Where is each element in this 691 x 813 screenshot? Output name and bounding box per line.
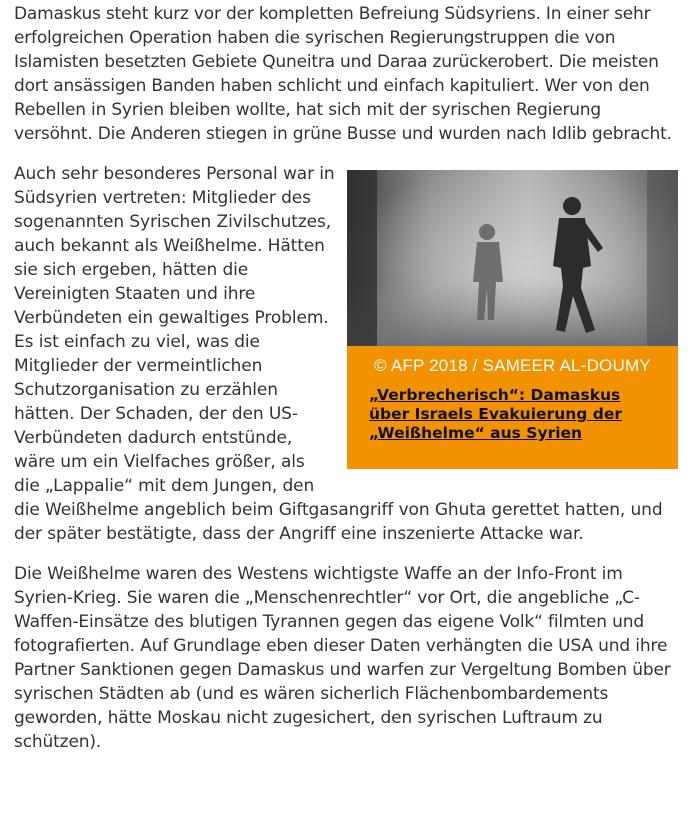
photo-credit: © AFP 2018 / SAMEER AL-DOUMY	[374, 356, 651, 375]
caption-box	[347, 346, 678, 469]
news-photo[interactable]	[347, 170, 678, 346]
related-article-teaser[interactable]	[347, 170, 678, 469]
article-body	[14, 2, 678, 770]
article-paragraph-1: Damaskus steht kurz vor der kompletten Befreiung Südsyriens. In einer sehr erfolgreichen Operation haben die syrischen Regierungstruppen die von Islamisten besetzten Gebiete Quneitra und Daraa zurückerobert. Die meisten dort ansässigen Banden haben schlicht und einfach kapituliert. Wer von den Rebellen in Syrien bleiben wollte, hat sich mit der syrischen Regierung versöhnt. Die Anderen stiegen in grüne Busse und wurden nach Idlib gebracht.	[14, 4, 672, 144]
related-article-link[interactable]: „Verbrecherisch“: Damaskus über Israels Evakuierung der „Weißhelme“ aus Syrien	[369, 386, 623, 442]
article-paragraph-3: Die Weißhelme waren des Westens wichtigste Waffe an der Info-Front im Syrien-Krieg. Sie waren die „Menschenrechtler“ vor Ort, die angebliche „C-Waffen-Einsätze des blutigen Tyrannen gegen das eigene Volk“ filmten und fotografierten. Auf Grundlage eben dieser Daten verhängten die USA und ihre Partner Sanktionen gegen Damaskus und warfen zur Vergeltung Bomben über syrischen Städten ab (und es wären sicherlich Flächenbombardements geworden, hätte Moskau nicht zugesichert, den syrischen Luftraum zu schützen).	[14, 564, 671, 752]
article-paragraph-2: Auch sehr besonderes Personal war in Südsyrien vertreten: Mitglieder des sogenannten Syrischen Zivilschutzes, auch bekannt als Weißhelme. Hätten sie sich ergeben, hätten die Vereinigten Staaten und ihre Verbündeten ein gewaltiges Problem. Es ist einfach zu viel, was die Mitglieder der vermeintlichen Schutzorganisation zu erzählen hätten. Der Schaden, der den US-Verbündeten dadurch entstünde, wäre um ein Vielfaches größer, als die „Lappalie“ mit dem Jungen, den die Weißhelme angeblich beim Giftgasangriff von Ghuta gerettet hatten, und der später bestätigte, dass der Angriff eine inszenierte Attacke war.	[14, 164, 663, 544]
